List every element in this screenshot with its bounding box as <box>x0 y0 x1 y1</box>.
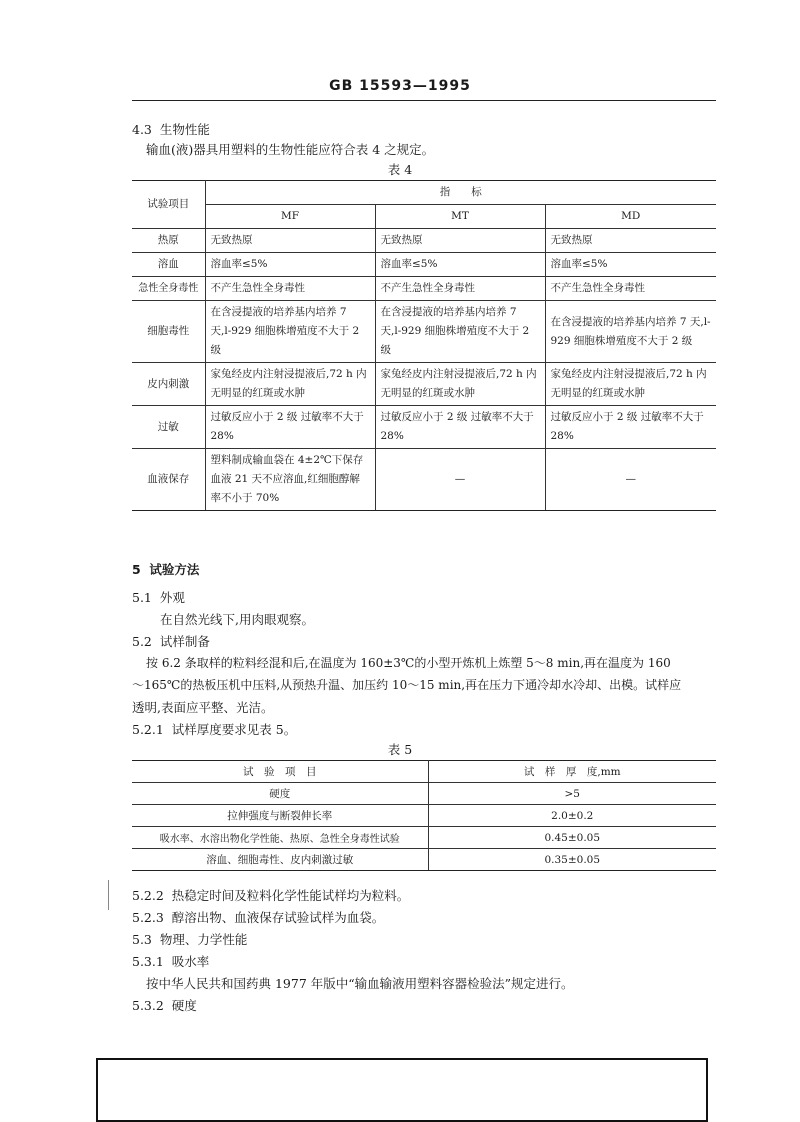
table-5-header-row <box>132 761 716 783</box>
table-cell-item: 吸水率、水溶出物化学性能、热原、急性全身毒性试验 <box>132 827 428 849</box>
section-number: 5.2 <box>132 634 152 649</box>
table-cell-item: 皮内刺激 <box>132 363 205 406</box>
table-cell-item: 过敏 <box>132 406 205 449</box>
section-title: 外观 <box>159 590 185 605</box>
section-5-2-3 <box>132 908 384 926</box>
table-cell-item: 溶血、细胞毒性、皮内刺激过敏 <box>132 849 428 871</box>
table-row <box>132 783 716 805</box>
table-cell: 0.45±0.05 <box>428 827 716 849</box>
section-title: 物理、力学性能 <box>159 932 248 947</box>
table-cell: 家兔经皮内注射浸提液后,72 h 内无明显的红斑或水肿 <box>375 363 545 406</box>
header-rule <box>132 100 716 101</box>
table-4-col-item: 试验项目 <box>132 181 205 229</box>
table-cell: 溶血率≤5% <box>205 253 375 277</box>
table-cell: 塑料制成输血袋在 4±2℃下保存血液 21 天不应溶血,红细胞醇解率不小于 70% <box>205 449 375 511</box>
section-number: 5.3.2 <box>132 998 164 1013</box>
table-cell: 过敏反应小于 2 级 过敏率不大于 28% <box>375 406 545 449</box>
section-5-1-heading <box>132 588 185 606</box>
table-4-header-row <box>132 181 716 205</box>
table-cell-item: 细胞毒性 <box>132 301 205 363</box>
section-title: 试样制备 <box>159 634 210 649</box>
table-cell: 在含浸提液的培养基内培养 7 天,l-929 细胞株增殖度不大于 2 级 <box>545 301 716 363</box>
table-row <box>132 363 716 406</box>
section-text: 试样厚度要求见表 5。 <box>171 722 297 737</box>
section-5-2-heading <box>132 632 210 650</box>
table-4-caption: 表 4 <box>387 162 413 177</box>
section-5-heading <box>132 560 199 578</box>
table-row <box>132 301 716 363</box>
table-row <box>132 253 716 277</box>
table-4-col-md: MD <box>545 205 716 229</box>
section-number: 5.2.1 <box>132 722 164 737</box>
table-cell: 无致热原 <box>375 229 545 253</box>
section-title: 硬度 <box>171 998 197 1013</box>
section-title: 吸水率 <box>171 954 210 969</box>
table-cell-item: 急性全身毒性 <box>132 277 205 301</box>
section-title: 试验方法 <box>149 562 200 577</box>
table-cell-item: 血液保存 <box>132 449 205 511</box>
table-cell: 过敏反应小于 2 级 过敏率不大于 28% <box>205 406 375 449</box>
table-cell: 在含浸提液的培养基内培养 7 天,l-929 细胞株增殖度不大于 2 级 <box>205 301 375 363</box>
table-cell: — <box>375 449 545 511</box>
table-cell: 在含浸提液的培养基内培养 7 天,l-929 细胞株增殖度不大于 2 级 <box>375 301 545 363</box>
table-5-col-thickness: 试 样 厚 度,mm <box>428 761 716 783</box>
table-row <box>132 229 716 253</box>
section-5-3-heading <box>132 930 247 948</box>
section-5-3-2-heading <box>132 996 197 1014</box>
table-cell: 不产生急性全身毒性 <box>205 277 375 301</box>
table-cell: 无致热原 <box>545 229 716 253</box>
section-5-2-line-1: 按 6.2 条取样的粒料经混和后,在温度为 160±3℃的小型开炼机上炼塑 5～8 min,再在温度为 160 <box>146 656 671 670</box>
table-row <box>132 449 716 511</box>
document-header: GB 15593—1995 <box>329 78 471 94</box>
table-cell: >5 <box>428 783 716 805</box>
section-number: 5.2.2 <box>132 888 164 903</box>
table-cell: 2.0±0.2 <box>428 805 716 827</box>
section-text: 醇溶出物、血液保存试验试样为血袋。 <box>171 910 385 925</box>
section-title: 生物性能 <box>159 122 210 137</box>
section-4-3-text: 输血(液)器具用塑料的生物性能应符合表 4 之规定。 <box>146 142 435 157</box>
table-row <box>132 406 716 449</box>
section-5-2-2 <box>132 886 409 904</box>
table-row <box>132 827 716 849</box>
section-number: 5.1 <box>132 590 152 605</box>
table-row <box>132 805 716 827</box>
section-5-3-1-text: 按中华人民共和国药典 1977 年版中“输血输液用塑料容器检验法”规定进行。 <box>146 976 574 991</box>
margin-mark <box>108 880 109 910</box>
table-cell: 不产生急性全身毒性 <box>375 277 545 301</box>
section-5-3-1-heading <box>132 952 209 970</box>
table-cell: 家兔经皮内注射浸提液后,72 h 内无明显的红斑或水肿 <box>545 363 716 406</box>
section-number: 4.3 <box>132 122 152 137</box>
table-4-col-mt: MT <box>375 205 545 229</box>
table-cell-item: 溶血 <box>132 253 205 277</box>
table-cell: 不产生急性全身毒性 <box>545 277 716 301</box>
table-4-col-mf: MF <box>205 205 375 229</box>
table-cell-item: 硬度 <box>132 783 428 805</box>
table-5 <box>132 760 716 871</box>
section-4-3-heading <box>132 120 210 138</box>
table-5-col-item: 试 验 项 目 <box>132 761 428 783</box>
table-row <box>132 277 716 301</box>
table-cell: 0.35±0.05 <box>428 849 716 871</box>
table-cell: 无致热原 <box>205 229 375 253</box>
table-4-col-group: 指 标 <box>205 181 716 205</box>
section-5-1-text: 在自然光线下,用肉眼观察。 <box>160 612 314 627</box>
table-cell-item: 热原 <box>132 229 205 253</box>
section-5-2-line-2: ～165℃的热板压机中压料,从预热升温、加压约 10～15 min,再在压力下通冷却水冷却、出模。试样应 <box>132 678 682 692</box>
section-number: 5.3 <box>132 932 152 947</box>
section-number: 5 <box>132 562 141 577</box>
section-number: 5.3.1 <box>132 954 164 969</box>
section-5-2-1 <box>132 720 296 738</box>
table-cell: 过敏反应小于 2 级 过敏率不大于 28% <box>545 406 716 449</box>
table-cell-item: 拉伸强度与断裂伸长率 <box>132 805 428 827</box>
table-cell: 家兔经皮内注射浸提液后,72 h 内无明显的红斑或水肿 <box>205 363 375 406</box>
section-text: 热稳定时间及粒料化学性能试样均为粒料。 <box>171 888 410 903</box>
table-4 <box>132 180 716 511</box>
bottom-frame <box>96 1058 708 1122</box>
table-cell: — <box>545 449 716 511</box>
table-cell: 溶血率≤5% <box>545 253 716 277</box>
section-number: 5.2.3 <box>132 910 164 925</box>
section-5-2-line-3: 透明,表面应平整、光洁。 <box>132 700 274 715</box>
table-cell: 溶血率≤5% <box>375 253 545 277</box>
table-4-subheader-row <box>132 205 716 229</box>
table-row <box>132 849 716 871</box>
table-5-caption: 表 5 <box>387 742 413 757</box>
